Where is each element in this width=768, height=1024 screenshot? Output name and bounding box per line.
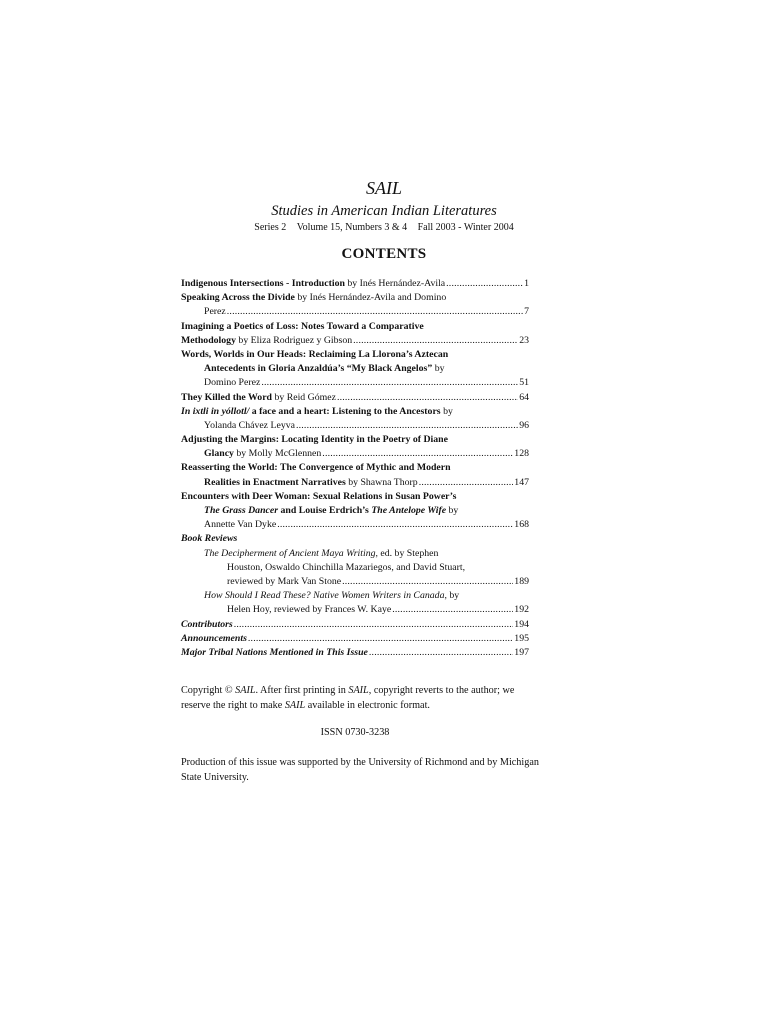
- dot-leader: [446, 277, 523, 291]
- dot-leader: [337, 391, 518, 405]
- entry-byline: by Shawna Thorp: [345, 476, 418, 488]
- contents-heading: CONTENTS: [341, 246, 427, 262]
- entry-author: Annette Van Dyke: [204, 519, 277, 531]
- toc-entry-continuation: [181, 376, 529, 390]
- review-byline: , by: [444, 590, 460, 602]
- section-heading: [181, 532, 529, 546]
- toc-entry: [181, 320, 529, 334]
- issue-info: [0, 222, 768, 233]
- entry-title-italic: In ixtli in yóllotl/: [181, 405, 250, 417]
- toc-entry-continuation: [181, 518, 529, 532]
- dot-leader: [296, 419, 518, 433]
- page-number: 192: [514, 604, 529, 616]
- journal-title: SAIL: [366, 178, 402, 198]
- toc-entry: [181, 618, 529, 632]
- entry-author: Perez: [204, 306, 226, 318]
- entry-title: Imagining a Poetics of Loss: Notes Toward a Comparative: [181, 320, 424, 332]
- review-entry: [181, 589, 529, 603]
- page-number: 51: [519, 377, 529, 389]
- issn: ISSN 0730-3238: [320, 727, 390, 738]
- entry-title: Glancy: [204, 448, 234, 460]
- toc-entry: [181, 632, 529, 646]
- entry-title: They Killed the Word: [181, 391, 272, 403]
- dot-leader: [353, 334, 518, 348]
- book-reviews-heading: Book Reviews: [181, 533, 238, 545]
- review-title: How Should I Read These? Native Women Writers in Canada: [204, 590, 445, 602]
- entry-title-italic: The Grass Dancer: [204, 505, 279, 516]
- toc-entry-continuation: [181, 419, 529, 433]
- journal-name: SAIL: [348, 685, 369, 696]
- entry-title: Speaking Across the Divide: [181, 292, 295, 304]
- dot-leader: [419, 476, 514, 490]
- toc-entry: [181, 461, 529, 475]
- dot-leader: [277, 518, 513, 532]
- entry-title: Adjusting the Margins: Locating Identity in the Poetry of Diane: [181, 434, 448, 446]
- review-entry-continuation: [181, 561, 529, 575]
- toc-entry: [181, 490, 529, 504]
- toc-entry-continuation: [181, 476, 529, 490]
- support-notice: Production of this issue was supported by the University of Richmond and by Michigan State University.: [181, 757, 539, 783]
- entry-byline: by Eliza Rodriguez y Gibson: [235, 334, 353, 346]
- page-number: 147: [514, 476, 529, 488]
- journal-name: SAIL: [235, 685, 256, 696]
- page-number: 23: [519, 334, 529, 346]
- page-number: 128: [514, 448, 529, 460]
- review-entry-continuation: [181, 575, 529, 589]
- page-number: 64: [519, 391, 529, 403]
- reviewer: reviewed by Mark Van Stone: [227, 575, 342, 587]
- dot-leader: [322, 447, 513, 461]
- entry-author: Domino Perez: [204, 377, 261, 389]
- journal-name: SAIL: [284, 700, 306, 711]
- review-title: The Decipherment of Ancient Maya Writing: [204, 547, 376, 559]
- copyright-text: available in electronic format.: [305, 700, 430, 711]
- entry-title: Indigenous Intersections - Introduction: [181, 278, 345, 289]
- entry-title: Realities in Enactment Narratives: [204, 476, 346, 488]
- toc-entry-continuation: [181, 447, 529, 461]
- entry-title: Words, Worlds in Our Heads: Reclaiming La Llorona’s Aztecan: [181, 348, 449, 360]
- toc-entry: [181, 433, 529, 447]
- volume-label: Volume 15, Numbers 3 & 4: [296, 222, 408, 233]
- review-entry: [181, 547, 529, 561]
- entry-title: Reasserting the World: The Convergence of Mythic and Modern: [181, 462, 451, 474]
- review-authors: Houston, Oswaldo Chinchilla Mazariegos, and David Stuart,: [227, 561, 466, 573]
- dot-leader: [342, 575, 513, 589]
- dot-leader: [248, 632, 513, 646]
- copyright-notice: [181, 683, 541, 713]
- entry-title: Antecedents in Gloria Anzaldúa’s “My Black Angelos”: [204, 363, 433, 375]
- copyright-text: , copyright reverts to the author; we reserve the right to make: [181, 685, 515, 711]
- page-number: 189: [514, 575, 529, 587]
- dot-leader: [261, 376, 518, 390]
- dot-leader: [392, 603, 513, 617]
- toc-entry: [181, 405, 529, 419]
- toc-entry: [181, 391, 529, 405]
- table-of-contents: [181, 277, 529, 660]
- toc-entry-continuation: [181, 305, 529, 319]
- dot-leader: [369, 646, 513, 660]
- toc-entry: [181, 646, 529, 660]
- by-label: by: [440, 405, 453, 417]
- page-number: 96: [519, 419, 529, 431]
- copyright-text: Copyright ©: [181, 685, 236, 696]
- entry-title: a face and a heart: Listening to the Ancestors: [249, 405, 441, 417]
- announcements-label: Announcements: [181, 632, 247, 644]
- page-number: 194: [514, 618, 529, 630]
- entry-title: Methodology: [181, 334, 236, 346]
- by-label: by: [446, 505, 459, 516]
- entry-byline: by Molly McGlennen: [233, 448, 322, 460]
- toc-entry-continuation: [181, 362, 529, 376]
- page-number: 1: [524, 278, 529, 289]
- review-entry-continuation: [181, 603, 529, 617]
- by-label: by: [432, 363, 445, 375]
- copyright-text: . After first printing in: [255, 685, 349, 696]
- dot-leader: [227, 305, 523, 319]
- review-byline: , ed. by Stephen: [375, 547, 439, 559]
- entry-author: Yolanda Chávez Leyva: [204, 419, 295, 431]
- entry-title: and Louise Erdrich’s: [278, 505, 372, 516]
- dot-leader: [234, 618, 514, 632]
- entry-title: Encounters with Deer Woman: Sexual Relations in Susan Power’s: [181, 490, 457, 502]
- entry-title-italic: The Antelope Wife: [371, 505, 447, 516]
- page-number: 7: [524, 306, 529, 318]
- page-number: 197: [514, 646, 529, 658]
- page-number: 168: [514, 519, 529, 531]
- entry-byline: by Inés Hernández-Avila and Domino: [294, 292, 447, 304]
- toc-entry: [181, 277, 529, 291]
- entry-byline: by Inés Hernández-Avila: [344, 278, 446, 289]
- series-label: Series 2: [254, 222, 287, 233]
- tribal-nations-label: Major Tribal Nations Mentioned in This Issue: [181, 646, 368, 658]
- entry-byline: by Reid Gómez: [272, 391, 336, 403]
- toc-entry-continuation: [181, 504, 529, 518]
- toc-entry: [181, 291, 529, 305]
- toc-entry: [181, 348, 529, 362]
- toc-entry-continuation: [181, 334, 529, 348]
- reviewer: Helen Hoy, reviewed by Frances W. Kaye: [227, 604, 392, 616]
- date-label: Fall 2003 - Winter 2004: [417, 222, 514, 233]
- page-number: 195: [514, 632, 529, 644]
- contributors-label: Contributors: [181, 618, 233, 630]
- journal-subtitle: Studies in American Indian Literatures: [271, 203, 497, 219]
